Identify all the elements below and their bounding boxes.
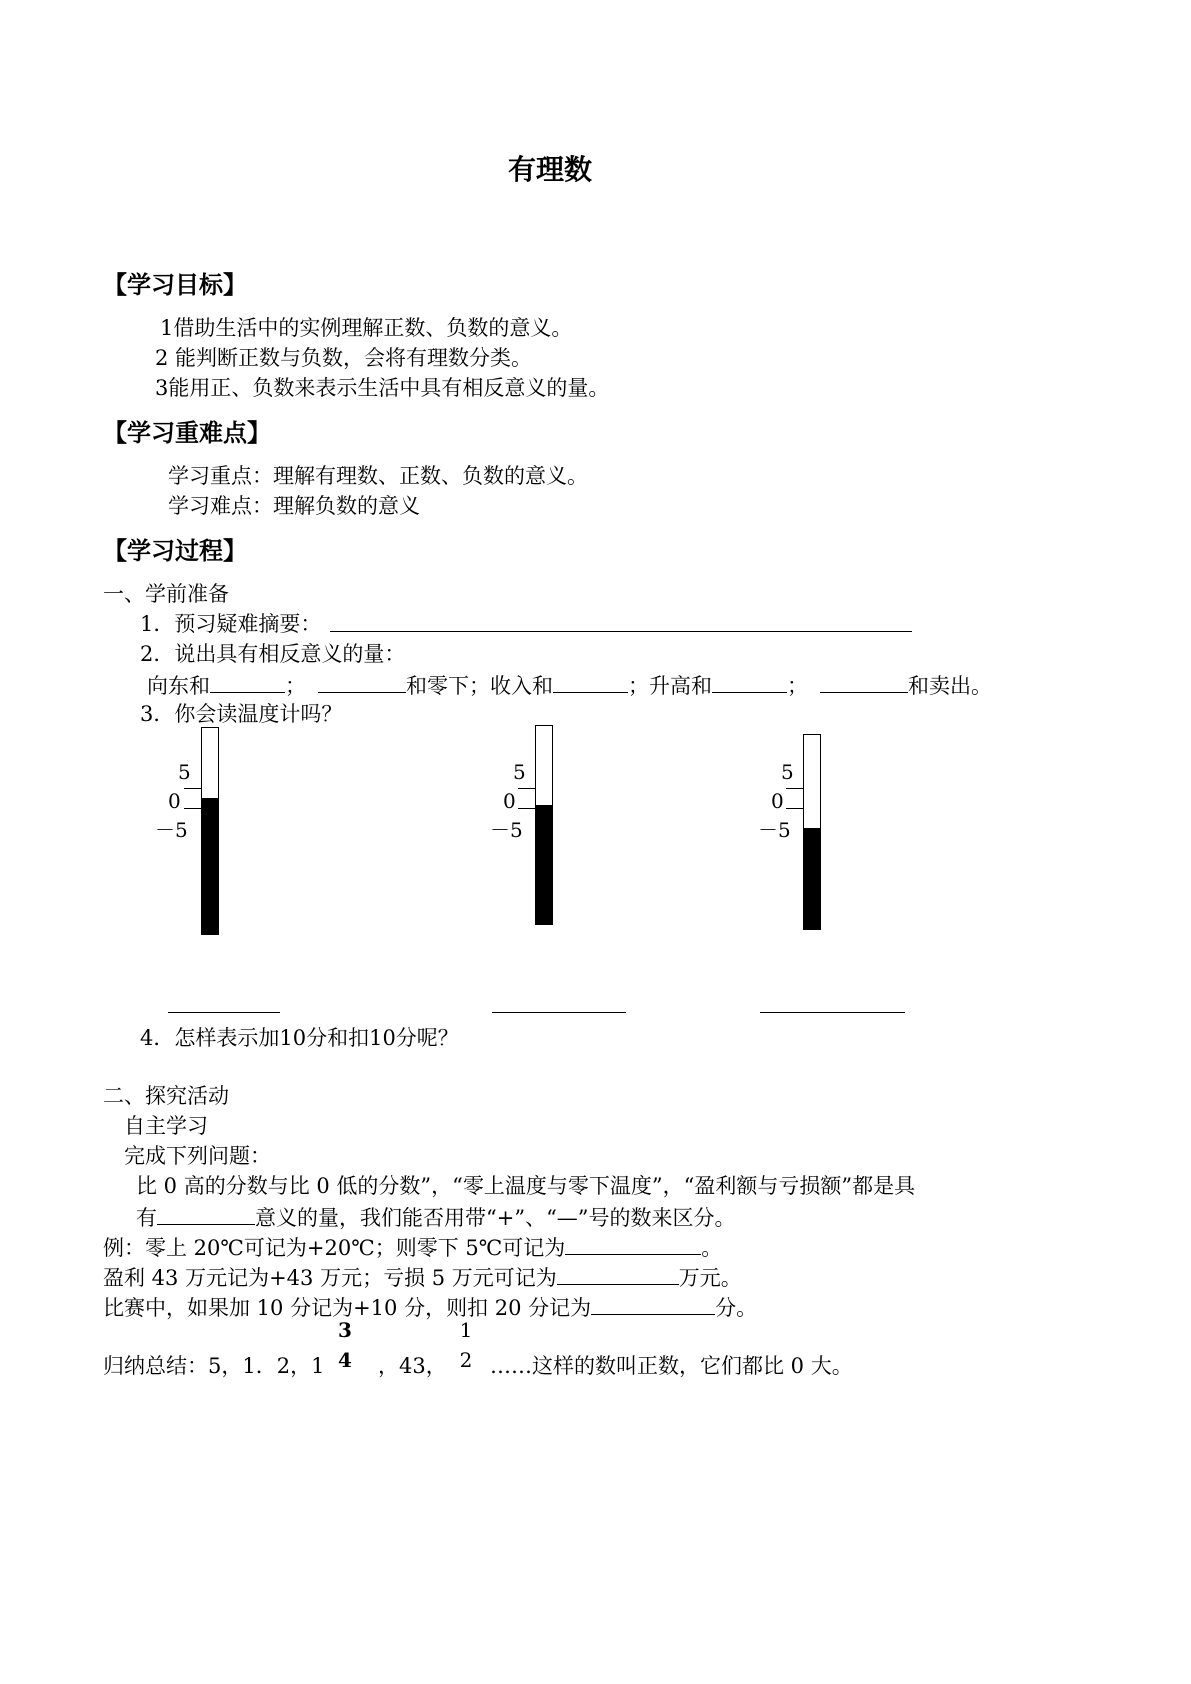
goal-item: 1借助生活中的实例理解正数、负数的意义。 [160,316,573,340]
scale-tick [518,788,536,789]
example-text: 盈利 43 万元记为+43 万元；亏损 5 万元可记为 [103,1266,557,1290]
part1-heading: 一、学前准备 [103,582,229,606]
page-title: 有理数 [508,153,593,186]
fraction-numerator: 1 [459,1318,473,1342]
fraction-numerator: 3 [338,1318,352,1342]
scale-tick [184,788,202,789]
goal-item: 2 能判断正数与负数，会将有理数分类。 [155,346,533,370]
scale-label-5: 5 [513,760,526,784]
answer-blank[interactable] [591,1294,715,1315]
answer-blank[interactable] [157,1204,255,1225]
answer-blank[interactable] [820,672,908,693]
example-text: 分。 [715,1296,758,1320]
q2-text: 和卖出。 [908,674,992,698]
key-point: 学习难点：理解负数的意义 [168,494,420,518]
question-1: 1．预习疑难摘要： [140,612,322,636]
answer-blank[interactable] [330,631,912,632]
mercury-fill [804,828,820,929]
scale-label-neg5: －5 [490,818,523,842]
goals-heading: 【学习目标】 [103,271,247,299]
answer-blank[interactable] [557,1264,679,1285]
answer-blank[interactable] [492,1012,626,1013]
key-point: 学习重点：理解有理数、正数、负数的意义。 [168,464,588,488]
sub-heading: 自主学习 [124,1114,208,1138]
example-line [103,1234,722,1260]
answer-blank[interactable] [168,1012,280,1013]
question-3: 3．你会读温度计吗？ [140,702,343,726]
fraction-denominator: 2 [459,1348,473,1372]
scale-label-0: 0 [168,789,181,813]
summary-text: ，43， [378,1354,447,1378]
paragraph-line: 比 0 高的分数与比 0 低的分数”，“零上温度与零下温度”，“盈利额与亏损额”都是具 [136,1174,916,1198]
para-text: 有 [136,1206,157,1230]
q2-text: ； [285,674,306,698]
summary-text: ……这样的数叫正数，它们都比 0 大。 [490,1354,853,1378]
scale-tick [786,808,804,809]
question-2-line [147,672,992,698]
process-heading: 【学习过程】 [103,537,247,565]
answer-blank[interactable] [318,672,406,693]
scale-label-neg5: －5 [758,818,791,842]
q2-text: ； [787,674,808,698]
answer-blank[interactable] [760,1012,905,1013]
answer-blank[interactable] [712,672,787,693]
mercury-fill [202,798,218,934]
fraction-denominator: 4 [338,1348,352,1372]
example-text: 比赛中，如果加 10 分记为+10 分，则扣 20 分记为 [103,1296,592,1320]
scale-tick [518,808,536,809]
part2-heading: 二、探究活动 [103,1084,229,1108]
scale-label-5: 5 [178,760,191,784]
example-text: 。 [701,1236,723,1260]
thermometer-tube [201,727,219,935]
scale-tick [184,808,202,809]
q2-text: 向东和 [147,674,210,698]
q2-text: ；升高和 [628,674,712,698]
answer-blank[interactable] [553,672,628,693]
goal-item: 3能用正、负数来表示生活中具有相反意义的量。 [155,376,610,400]
scale-label-neg5: －5 [155,818,188,842]
paragraph-line [136,1204,736,1230]
sub-heading: 完成下列问题： [124,1144,271,1168]
scale-tick [786,788,804,789]
example-line [103,1294,757,1320]
answer-blank[interactable] [565,1234,701,1255]
para-text: 意义的量，我们能否用带“+”、“—”号的数来区分。 [255,1206,736,1230]
scale-label-0: 0 [503,789,516,813]
q2-text: 和零下；收入和 [406,674,553,698]
example-text: 万元。 [678,1266,742,1290]
thermometer-tube [803,734,821,930]
example-text: 例：零上 20℃可记为+20℃；则零下 5℃可记为 [103,1236,566,1260]
question-2: 2．说出具有相反意义的量： [140,642,406,666]
question-4: 4．怎样表示加10分和扣10分呢？ [140,1026,459,1050]
mercury-fill [536,805,552,924]
example-line [103,1264,742,1290]
answer-blank[interactable] [210,672,285,693]
key-heading: 【学习重难点】 [103,419,271,447]
scale-label-0: 0 [771,789,784,813]
scale-label-5: 5 [781,760,794,784]
thermometer-tube [535,725,553,925]
summary-text: 归纳总结：5，1．2，1 [103,1354,325,1378]
